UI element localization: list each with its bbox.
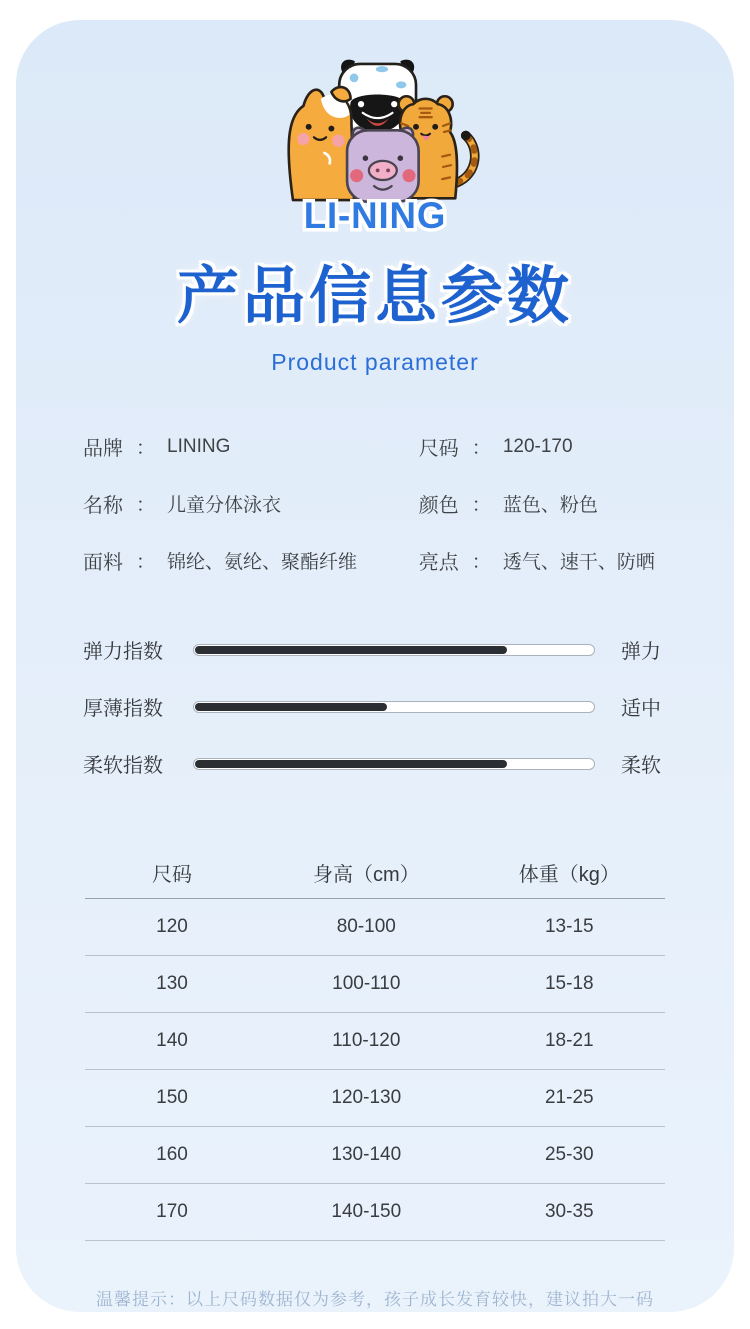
table-cell: 80-100 [336, 916, 396, 937]
brand-logo [270, 50, 480, 240]
product-info-grid [16, 418, 734, 589]
info-row-color [419, 475, 667, 532]
table-cell: 140-150 [331, 1201, 402, 1222]
info-label: 名称 [83, 495, 123, 517]
info-row-fabric [83, 532, 419, 589]
table-cell: 30-35 [544, 1201, 594, 1222]
table-row [85, 956, 665, 1013]
thickness-bar-fill [195, 703, 387, 711]
info-value: 儿童分体泳衣 [167, 495, 282, 516]
table-cell: 170 [156, 1201, 188, 1222]
colon: ： [136, 552, 156, 573]
colon: ： [136, 438, 156, 459]
table-cell: 150 [156, 1087, 188, 1108]
table-cell: 25-30 [544, 1144, 594, 1165]
index-row-elasticity [83, 621, 667, 678]
table-cell: 130-140 [331, 1144, 402, 1165]
elasticity-bar-fill [195, 646, 507, 654]
mascot-pig-icon [347, 128, 419, 202]
table-row [85, 1127, 665, 1184]
table-cell: 13-15 [544, 916, 594, 937]
softness-bar-fill [195, 760, 507, 768]
colon: ： [471, 438, 491, 459]
softness-bar-track [193, 758, 595, 770]
info-label: 品牌 [83, 438, 123, 460]
table-cell: 120 [156, 916, 188, 937]
index-level: 适中 [621, 698, 661, 720]
index-label: 厚薄指数 [83, 698, 163, 720]
page-title: 产品信息参数 [176, 262, 573, 331]
info-row-highlights [419, 532, 667, 589]
info-value: 透气、速干、防晒 [502, 552, 655, 573]
info-row-size-range [419, 418, 667, 475]
brand-logo-text: LI-NING [303, 195, 447, 235]
table-header-row [85, 846, 665, 899]
index-label: 弹力指数 [83, 641, 163, 663]
size-tip-text: 温馨提示：以上尺码数据仅为参考，孩子成长发育较快，建议拍大一码 [96, 1290, 654, 1309]
table-cell: 100-110 [332, 973, 401, 994]
table-cell: 130 [156, 973, 188, 994]
index-row-softness [83, 735, 667, 792]
table-cell: 160 [156, 1144, 188, 1165]
info-label: 面料 [83, 552, 123, 574]
table-row [85, 1070, 665, 1127]
table-cell: 15-18 [544, 973, 594, 994]
elasticity-bar-track [193, 644, 595, 656]
table-row [85, 899, 665, 956]
info-value: 锦纶、氨纶、聚酯纤维 [167, 552, 358, 573]
index-row-thickness [83, 678, 667, 735]
table-cell: 120-130 [331, 1087, 402, 1108]
mascot-illustration [270, 50, 480, 235]
info-label: 颜色 [418, 495, 459, 517]
info-value: 120-170 [502, 435, 573, 457]
thickness-bar-track [193, 701, 595, 713]
table-cell: 110-120 [332, 1030, 401, 1051]
table-header-cell: 尺码 [152, 863, 192, 886]
table-cell: 18-21 [544, 1030, 594, 1051]
info-row-brand [83, 418, 419, 475]
colon: ： [136, 495, 156, 516]
info-value: 蓝色、粉色 [502, 495, 598, 516]
table-header-cell: 身高（cm） [312, 863, 420, 886]
colon: ： [471, 552, 491, 573]
index-bars [16, 621, 734, 792]
table-cell: 140 [156, 1030, 188, 1051]
info-label: 亮点 [418, 552, 459, 574]
index-level: 柔软 [621, 755, 661, 777]
index-level: 弹力 [621, 641, 661, 663]
colon: ： [471, 495, 491, 516]
table-header-cell: 体重（kg） [518, 863, 620, 886]
table-row [85, 1013, 665, 1070]
size-table [85, 846, 665, 1241]
info-label: 尺码 [418, 438, 459, 460]
page-subtitle: Product parameter [271, 349, 479, 375]
info-value: LINING [167, 435, 231, 457]
info-row-name [83, 475, 419, 532]
mascot-dog-icon [289, 87, 354, 200]
index-label: 柔软指数 [83, 755, 163, 777]
table-row [85, 1184, 665, 1241]
product-info-card [16, 20, 734, 1312]
table-cell: 21-25 [544, 1087, 594, 1108]
